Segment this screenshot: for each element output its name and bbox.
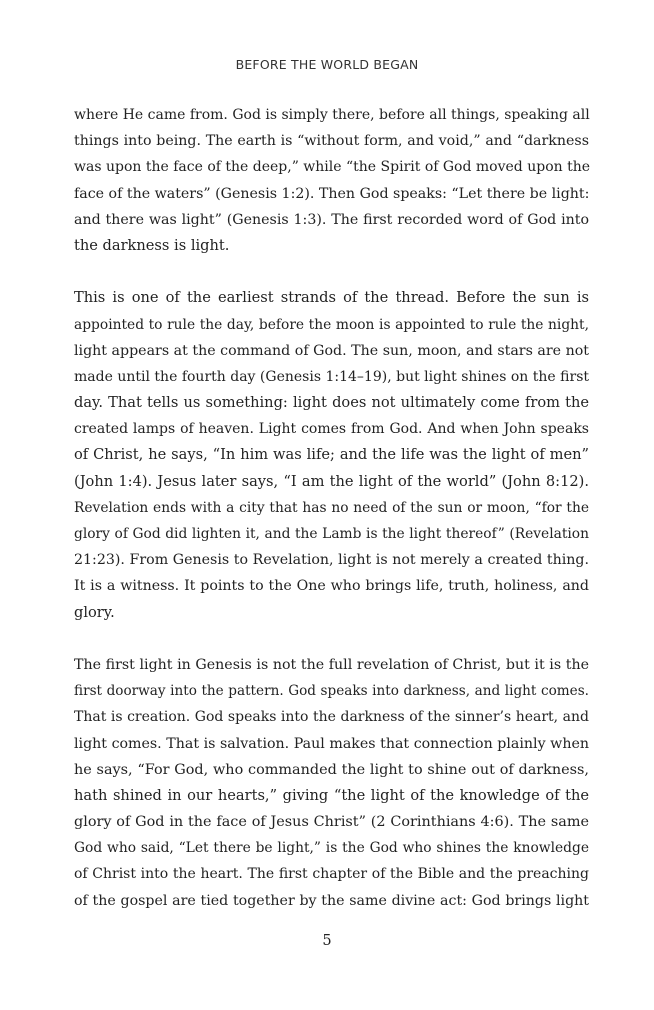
text-line: where He came from. God is simply there, before all things, speaking all <box>74 107 590 123</box>
text-line: things into being. The earth is “without form, and void,” and “darkness <box>74 133 589 150</box>
text-line: made until the fourth day (Genesis 1:14–19), but light shines on the first <box>74 368 589 385</box>
text-line: he says, “For God, who commanded the light to shine out of darkness, <box>74 761 589 778</box>
text-line: day. That tells us something: light does not ultimately come from the <box>74 394 589 412</box>
body-text <box>74 102 589 940</box>
text-line: was upon the face of the deep,” while “the Spirit of God moved upon the <box>74 159 591 176</box>
text-line: glory. <box>74 603 115 621</box>
text-line: light appears at the command of God. The sun, moon, and stars are not <box>74 342 589 359</box>
text-line: of Christ into the heart. The first chapter of the Bible and the preaching <box>74 866 589 883</box>
text-line: light comes. That is salvation. Paul makes that connection plainly when <box>74 735 589 752</box>
text-line: and there was light” (Genesis 1:3). The first recorded word of God into <box>74 211 589 228</box>
text-line: 21:23). From Genesis to Revelation, light is not merely a created thing. <box>74 552 589 569</box>
text-line: of the gospel are tied together by the same divine act: God brings light <box>74 892 589 909</box>
text-line: face of the waters” (Genesis 1:2). Then God speaks: “Let there be light: <box>74 185 590 202</box>
text-line: first doorway into the pattern. God speaks into darkness, and light comes. <box>74 683 589 700</box>
text-line: This is one of the earliest strands of the thread. Before the sun is <box>74 289 589 307</box>
text-line: Revelation ends with a city that has no need of the sun or moon, “for the <box>74 499 589 516</box>
text-line: of Christ, he says, “In him was life; and the life was the light of men” <box>74 446 589 464</box>
text-line: the darkness is light. <box>74 236 230 254</box>
paragraph-1 <box>74 102 589 259</box>
text-line: That is creation. God speaks into the darkness of the sinner’s heart, and <box>74 709 589 726</box>
text-line: (John 1:4). Jesus later says, “I am the light of the world” (John 8:12). <box>74 472 589 490</box>
text-line: glory of God did lighten it, and the Lamb is the light thereof” (Revelation <box>74 526 589 542</box>
page-number: 5 <box>322 932 332 949</box>
text-line: appointed to rule the day, before the moon is appointed to rule the night, <box>74 316 589 333</box>
running-header: BEFORE THE WORLD BEGAN <box>235 57 419 72</box>
paragraph-2 <box>74 285 589 625</box>
text-line: glory of God in the face of Jesus Christ” (2 Corinthians 4:6). The same <box>74 814 589 831</box>
text-line: The first light in Genesis is not the full revelation of Christ, but it is the <box>74 656 589 673</box>
text-line: God who said, “Let there be light,” is the God who shines the knowledge <box>74 840 589 857</box>
paragraph-3 <box>74 652 589 914</box>
text-line: It is a witness. It points to the One who brings life, truth, holiness, and <box>74 578 589 595</box>
text-line: hath shined in our hearts,” giving “the light of the knowledge of the <box>74 786 589 804</box>
text-line: created lamps of heaven. Light comes from God. And when John speaks <box>74 421 589 438</box>
